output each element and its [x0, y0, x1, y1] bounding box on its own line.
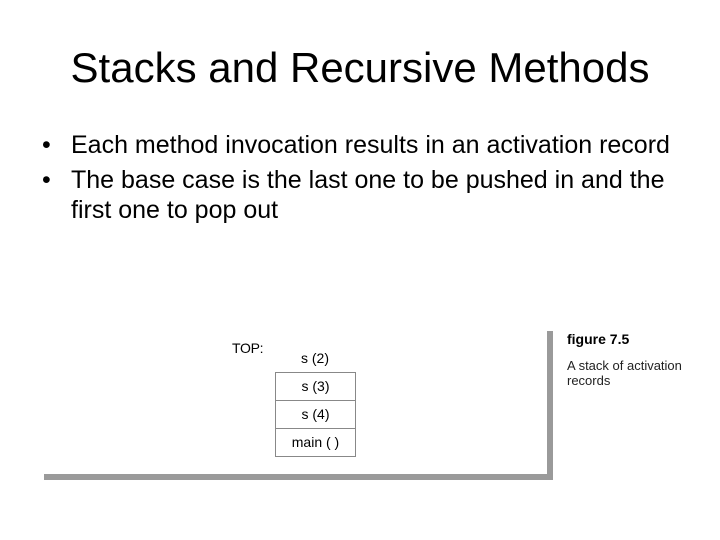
- bullet-text: Each method invocation results in an activation record: [71, 131, 670, 159]
- bullet-marker: •: [42, 131, 51, 159]
- figure-frame-right: [547, 331, 553, 480]
- stack-cell: s (4): [276, 401, 355, 429]
- bullet-item: [42, 130, 682, 160]
- figure-caption: A stack of activation records: [567, 358, 682, 388]
- bullet-marker: •: [42, 166, 51, 194]
- figure-frame-bottom: [44, 474, 553, 480]
- bullet-text: The base case is the last one to be pushed in and the first one to pop out: [71, 166, 665, 224]
- stack-top-label: TOP:: [232, 340, 264, 356]
- activation-stack: [275, 372, 356, 457]
- stack-cell: main ( ): [291, 434, 340, 450]
- stack-cell: s (3): [276, 373, 355, 401]
- bullet-list: [42, 130, 682, 230]
- figure-number-label: figure 7.5: [567, 331, 630, 347]
- slide-title: Stacks and Recursive Methods: [70, 44, 650, 91]
- bullet-item: [42, 165, 682, 225]
- stack-top-entry: s (2): [301, 350, 329, 366]
